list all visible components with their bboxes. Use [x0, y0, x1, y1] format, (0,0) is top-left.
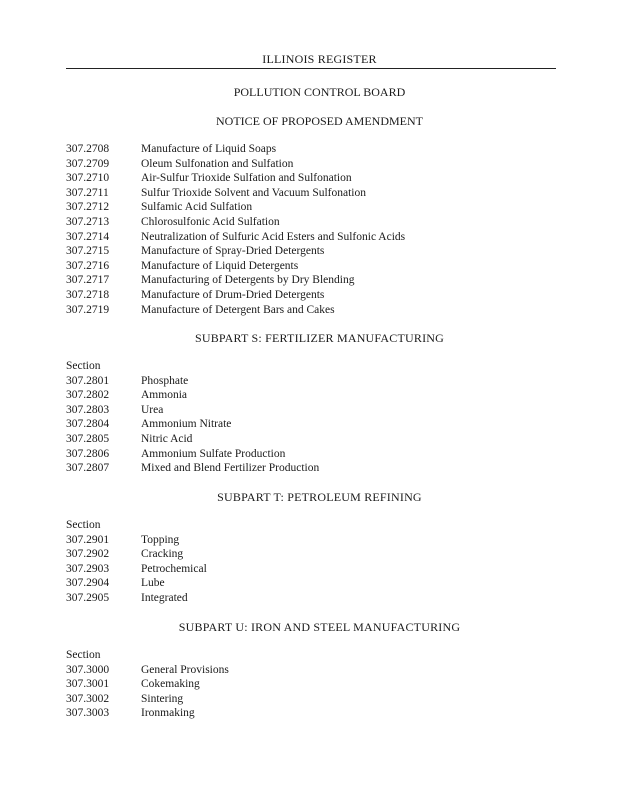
header-rule — [66, 68, 556, 69]
section-number: 307.2802 — [66, 389, 110, 402]
section-title: Oleum Sulfonation and Sulfation — [141, 157, 294, 170]
section-title: Manufacture of Liquid Soaps — [141, 143, 277, 155]
section-number: 307.3003 — [66, 707, 110, 720]
subpart-heading-s: SUBPART S: FERTILIZER MANUFACTURING — [194, 331, 445, 345]
section-title: Phosphate — [141, 374, 189, 387]
section-row — [66, 706, 566, 721]
section-number: 307.2904 — [66, 577, 110, 590]
section-row — [66, 244, 566, 259]
section-number: 307.2718 — [66, 288, 110, 301]
section-number: 307.3000 — [66, 663, 110, 676]
section-number: 307.2805 — [66, 432, 110, 445]
section-title: Ammonium Nitrate — [141, 418, 232, 431]
section-number: 307.2905 — [66, 591, 110, 604]
section-title: Topping — [141, 533, 180, 546]
section-row — [66, 533, 566, 548]
section-title: Chlorosulfonic Acid Sulfation — [141, 215, 280, 228]
section-number: 307.2807 — [66, 462, 110, 475]
section-row — [66, 677, 566, 692]
section-row — [66, 388, 566, 403]
section-number: 307.2714 — [66, 230, 110, 243]
section-row — [66, 200, 566, 215]
section-row — [66, 171, 566, 186]
section-row — [66, 591, 566, 606]
section-row — [66, 230, 566, 245]
section-number: 307.3001 — [66, 678, 110, 691]
section-title: Ironmaking — [141, 707, 195, 720]
section-title: Manufacturing of Detergents by Dry Blending — [141, 274, 355, 287]
section-number: 307.2903 — [66, 562, 110, 575]
section-column-label: Section — [66, 519, 101, 531]
section-title: Ammonia — [141, 389, 187, 402]
section-title: Sulfamic Acid Sulfation — [141, 201, 253, 214]
section-title: Nitric Acid — [141, 432, 193, 445]
section-number: 307.2901 — [66, 533, 110, 546]
section-row — [66, 692, 566, 707]
section-number: 307.2801 — [66, 374, 110, 387]
section-number: 307.2902 — [66, 548, 110, 561]
section-number: 307.2804 — [66, 418, 110, 431]
section-number: 307.2710 — [66, 172, 110, 185]
subpart-heading-t: SUBPART T: PETROLEUM REFINING — [217, 490, 422, 504]
section-title: Sintering — [141, 692, 184, 705]
section-row — [66, 186, 566, 201]
section-number: 307.2715 — [66, 245, 110, 258]
section-row — [66, 157, 566, 172]
subpart-s-section-list — [66, 359, 566, 476]
section-row — [66, 432, 566, 447]
subpart-t-section-list — [66, 518, 566, 606]
section-number: 307.2719 — [66, 303, 110, 316]
section-row — [66, 259, 566, 274]
section-number: 307.3002 — [66, 692, 110, 705]
section-row — [66, 288, 566, 303]
section-row — [66, 447, 566, 462]
section-title: Mixed and Blend Fertilizer Production — [141, 462, 320, 475]
section-number: 307.2712 — [66, 201, 110, 214]
section-row — [66, 273, 566, 288]
section-row — [66, 663, 566, 678]
section-row — [66, 461, 566, 476]
subpart-u-section-list — [66, 648, 566, 721]
agency-name: POLLUTION CONTROL BOARD — [233, 85, 406, 99]
section-title: Integrated — [141, 591, 188, 604]
subpart-heading-u: SUBPART U: IRON AND STEEL MANUFACTURING — [178, 620, 461, 634]
section-title: Manufacture of Liquid Detergents — [141, 259, 299, 272]
section-row — [66, 215, 566, 230]
register-title: ILLINOIS REGISTER — [262, 52, 377, 66]
section-title: Petrochemical — [141, 562, 207, 575]
section-number: 307.2806 — [66, 447, 110, 460]
section-title: General Provisions — [141, 663, 229, 676]
section-title: Manufacture of Spray-Dried Detergents — [141, 245, 325, 258]
section-number: 307.2708 — [66, 143, 110, 155]
continued-section-list — [66, 142, 566, 317]
section-column-label: Section — [66, 360, 101, 372]
section-title: Neutralization of Sulfuric Acid Esters and Sulfonic Acids — [141, 230, 406, 243]
section-title: Lube — [141, 577, 165, 590]
section-title: Urea — [141, 403, 164, 416]
section-column-label: Section — [66, 649, 101, 661]
section-number: 307.2717 — [66, 274, 110, 287]
section-title: Cokemaking — [141, 678, 200, 691]
section-row — [66, 562, 566, 577]
section-row — [66, 547, 566, 562]
section-row — [66, 303, 566, 318]
section-title: Air-Sulfur Trioxide Sulfation and Sulfonation — [141, 172, 352, 185]
section-title: Ammonium Sulfate Production — [141, 447, 286, 460]
section-number: 307.2803 — [66, 403, 110, 416]
section-number: 307.2709 — [66, 157, 110, 170]
section-title: Sulfur Trioxide Solvent and Vacuum Sulfonation — [141, 186, 366, 199]
section-title: Manufacture of Detergent Bars and Cakes — [141, 303, 335, 316]
section-row — [66, 417, 566, 432]
section-number: 307.2716 — [66, 259, 110, 272]
section-number: 307.2711 — [66, 186, 109, 199]
section-row — [66, 374, 566, 389]
section-number: 307.2713 — [66, 215, 110, 228]
section-row — [66, 576, 566, 591]
section-title: Cracking — [141, 548, 184, 561]
section-title: Manufacture of Drum-Dried Detergents — [141, 288, 325, 301]
section-row — [66, 403, 566, 418]
section-row — [66, 142, 566, 157]
notice-title: NOTICE OF PROPOSED AMENDMENT — [215, 114, 424, 128]
